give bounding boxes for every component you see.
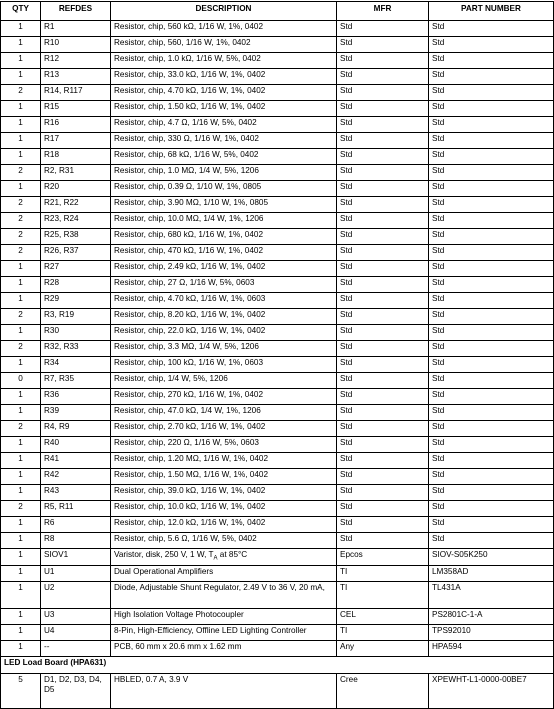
qty-cell: 1: [1, 261, 41, 277]
part-number-cell: Std: [429, 69, 554, 85]
mfr-cell: Std: [337, 389, 429, 405]
part-number-cell: Std: [429, 517, 554, 533]
bom-table-container: [0, 1, 553, 709]
table-row: [1, 453, 554, 469]
qty-cell: 1: [1, 469, 41, 485]
mfr-cell: Std: [337, 341, 429, 357]
part-number-cell: Std: [429, 421, 554, 437]
table-row: [1, 277, 554, 293]
qty-cell: 1: [1, 117, 41, 133]
part-number-cell: Std: [429, 197, 554, 213]
refdes-cell: R23, R24: [41, 213, 111, 229]
refdes-cell: R28: [41, 277, 111, 293]
mfr-cell: Std: [337, 21, 429, 37]
qty-cell: 5: [1, 673, 41, 708]
refdes-cell: R3, R19: [41, 309, 111, 325]
table-row: [1, 437, 554, 453]
qty-cell: 1: [1, 437, 41, 453]
mfr-cell: Std: [337, 85, 429, 101]
header-refdes: REFDES: [41, 2, 111, 21]
description-cell: Diode, Adjustable Shunt Regulator, 2.49 V to 36 V, 20 mA,: [111, 581, 337, 608]
table-row: [1, 37, 554, 53]
mfr-cell: Std: [337, 421, 429, 437]
refdes-cell: R25, R38: [41, 229, 111, 245]
part-number-cell: LM358AD: [429, 565, 554, 581]
description-cell: Resistor, chip, 0.39 Ω, 1/10 W, 1%, 0805: [111, 181, 337, 197]
table-row: [1, 517, 554, 533]
mfr-cell: Std: [337, 261, 429, 277]
qty-cell: 2: [1, 85, 41, 101]
qty-cell: 1: [1, 624, 41, 640]
part-number-cell: Std: [429, 437, 554, 453]
mfr-cell: Std: [337, 277, 429, 293]
description-cell: Resistor, chip, 2.49 kΩ, 1/16 W, 1%, 0402: [111, 261, 337, 277]
part-number-cell: TPS92010: [429, 624, 554, 640]
bom-table: [0, 1, 554, 709]
refdes-cell: U2: [41, 581, 111, 608]
qty-cell: 2: [1, 213, 41, 229]
mfr-cell: Std: [337, 533, 429, 549]
description-cell: Resistor, chip, 560, 1/16 W, 1%, 0402: [111, 37, 337, 53]
table-row: [1, 325, 554, 341]
refdes-cell: R15: [41, 101, 111, 117]
qty-cell: 1: [1, 581, 41, 608]
part-number-cell: Std: [429, 357, 554, 373]
mfr-cell: Any: [337, 640, 429, 656]
table-row: [1, 640, 554, 656]
table-row: [1, 501, 554, 517]
qty-cell: 2: [1, 421, 41, 437]
refdes-cell: R41: [41, 453, 111, 469]
description-cell: Resistor, chip, 3.90 MΩ, 1/10 W, 1%, 0805: [111, 197, 337, 213]
qty-cell: 1: [1, 533, 41, 549]
part-number-cell: Std: [429, 149, 554, 165]
table-row: [1, 624, 554, 640]
part-number-cell: Std: [429, 133, 554, 149]
description-cell: Resistor, chip, 100 kΩ, 1/16 W, 1%, 0603: [111, 357, 337, 373]
refdes-cell: R1: [41, 21, 111, 37]
description-cell: Resistor, chip, 1.50 kΩ, 1/16 W, 1%, 0402: [111, 101, 337, 117]
description-cell: [111, 549, 337, 566]
header-description: DESCRIPTION: [111, 2, 337, 21]
part-number-cell: Std: [429, 341, 554, 357]
qty-cell: 2: [1, 165, 41, 181]
description-cell: Resistor, chip, 33.0 kΩ, 1/16 W, 1%, 0402: [111, 69, 337, 85]
part-number-cell: Std: [429, 501, 554, 517]
refdes-cell: R39: [41, 405, 111, 421]
refdes-cell: R2, R31: [41, 165, 111, 181]
part-number-cell: Std: [429, 533, 554, 549]
description-cell: Resistor, chip, 68 kΩ, 1/16 W, 5%, 0402: [111, 149, 337, 165]
refdes-cell: R14, R117: [41, 85, 111, 101]
mfr-cell: TI: [337, 565, 429, 581]
description-cell: Resistor, chip, 1.20 MΩ, 1/16 W, 1%, 0402: [111, 453, 337, 469]
description-cell: Resistor, chip, 2.70 kΩ, 1/16 W, 1%, 0402: [111, 421, 337, 437]
mfr-cell: Std: [337, 405, 429, 421]
mfr-cell: Std: [337, 149, 429, 165]
mfr-cell: TI: [337, 581, 429, 608]
part-number-cell: Std: [429, 117, 554, 133]
description-cell: Resistor, chip, 4.70 kΩ, 1/16 W, 1%, 0402: [111, 85, 337, 101]
refdes-cell: R42: [41, 469, 111, 485]
part-number-cell: Std: [429, 165, 554, 181]
table-row: [1, 581, 554, 608]
description-cell: 8-Pin, High-Efficiency, Offline LED Lighting Controller: [111, 624, 337, 640]
table-row: [1, 469, 554, 485]
table-row: [1, 53, 554, 69]
refdes-cell: R40: [41, 437, 111, 453]
refdes-cell: R29: [41, 293, 111, 309]
refdes-cell: R34: [41, 357, 111, 373]
qty-cell: 1: [1, 565, 41, 581]
mfr-cell: TI: [337, 624, 429, 640]
refdes-cell: R5, R11: [41, 501, 111, 517]
part-number-cell: HPA594: [429, 640, 554, 656]
description-cell: PCB, 60 mm x 20.6 mm x 1.62 mm: [111, 640, 337, 656]
refdes-cell: SIOV1: [41, 549, 111, 566]
description-cell: Dual Operational Amplifiers: [111, 565, 337, 581]
description-cell: Resistor, chip, 10.0 kΩ, 1/16 W, 1%, 0402: [111, 501, 337, 517]
description-cell: Resistor, chip, 680 kΩ, 1/16 W, 1%, 0402: [111, 229, 337, 245]
section-row: [1, 656, 554, 673]
refdes-cell: R30: [41, 325, 111, 341]
refdes-cell: R6: [41, 517, 111, 533]
refdes-cell: R10: [41, 37, 111, 53]
qty-cell: 2: [1, 245, 41, 261]
qty-cell: 2: [1, 309, 41, 325]
table-row: [1, 85, 554, 101]
refdes-cell: R17: [41, 133, 111, 149]
qty-cell: 0: [1, 373, 41, 389]
table-row: [1, 293, 554, 309]
qty-cell: 2: [1, 197, 41, 213]
table-row: [1, 165, 554, 181]
qty-cell: 1: [1, 608, 41, 624]
mfr-cell: Std: [337, 469, 429, 485]
table-row: [1, 69, 554, 85]
part-number-cell: Std: [429, 37, 554, 53]
description-cell: Resistor, chip, 470 kΩ, 1/16 W, 1%, 0402: [111, 245, 337, 261]
section-title: LED Load Board (HPA631): [1, 656, 554, 673]
table-row: [1, 389, 554, 405]
qty-cell: 1: [1, 101, 41, 117]
refdes-cell: --: [41, 640, 111, 656]
table-row: [1, 533, 554, 549]
part-number-cell: Std: [429, 245, 554, 261]
table-row: [1, 181, 554, 197]
mfr-cell: Std: [337, 69, 429, 85]
mfr-cell: Std: [337, 357, 429, 373]
description-cell: Resistor, chip, 12.0 kΩ, 1/16 W, 1%, 0402: [111, 517, 337, 533]
qty-cell: 1: [1, 549, 41, 566]
table-row: [1, 565, 554, 581]
qty-cell: 1: [1, 21, 41, 37]
qty-cell: 1: [1, 640, 41, 656]
part-number-cell: Std: [429, 85, 554, 101]
part-number-cell: Std: [429, 101, 554, 117]
refdes-cell: D1, D2, D3, D4, D5: [41, 673, 111, 708]
description-cell: Resistor, chip, 39.0 kΩ, 1/16 W, 1%, 0402: [111, 485, 337, 501]
qty-cell: 1: [1, 453, 41, 469]
mfr-cell: Std: [337, 53, 429, 69]
description-cell: Resistor, chip, 270 kΩ, 1/16 W, 1%, 0402: [111, 389, 337, 405]
mfr-cell: Std: [337, 101, 429, 117]
table-row: [1, 309, 554, 325]
qty-cell: 1: [1, 181, 41, 197]
table-row: [1, 133, 554, 149]
mfr-cell: Std: [337, 213, 429, 229]
mfr-cell: Std: [337, 181, 429, 197]
description-cell: Resistor, chip, 10.0 MΩ, 1/4 W, 1%, 1206: [111, 213, 337, 229]
refdes-cell: U3: [41, 608, 111, 624]
description-subscript: A: [213, 555, 218, 562]
mfr-cell: Std: [337, 453, 429, 469]
mfr-cell: Std: [337, 501, 429, 517]
refdes-cell: R36: [41, 389, 111, 405]
table-row: [1, 245, 554, 261]
description-cell: Resistor, chip, 47.0 kΩ, 1/4 W, 1%, 1206: [111, 405, 337, 421]
qty-cell: 1: [1, 277, 41, 293]
table-row: [1, 549, 554, 566]
part-number-cell: Std: [429, 389, 554, 405]
refdes-cell: R26, R37: [41, 245, 111, 261]
bom-body: [1, 21, 554, 709]
description-cell: Resistor, chip, 4.70 kΩ, 1/16 W, 1%, 0603: [111, 293, 337, 309]
qty-cell: 1: [1, 357, 41, 373]
part-number-cell: PS2801C-1-A: [429, 608, 554, 624]
refdes-cell: R27: [41, 261, 111, 277]
description-cell: Resistor, chip, 22.0 kΩ, 1/16 W, 1%, 0402: [111, 325, 337, 341]
table-row: [1, 405, 554, 421]
table-row: [1, 608, 554, 624]
qty-cell: 1: [1, 517, 41, 533]
refdes-cell: R4, R9: [41, 421, 111, 437]
table-row: [1, 421, 554, 437]
table-row: [1, 485, 554, 501]
mfr-cell: Std: [337, 37, 429, 53]
refdes-cell: R32, R33: [41, 341, 111, 357]
description-tail: at 85°C: [217, 550, 248, 559]
part-number-cell: Std: [429, 453, 554, 469]
part-number-cell: Std: [429, 325, 554, 341]
mfr-cell: Cree: [337, 673, 429, 708]
header-qty: QTY: [1, 2, 41, 21]
part-number-cell: Std: [429, 181, 554, 197]
mfr-cell: Std: [337, 309, 429, 325]
qty-cell: 1: [1, 325, 41, 341]
description-cell: Resistor, chip, 3.3 MΩ, 1/4 W, 5%, 1206: [111, 341, 337, 357]
mfr-cell: Epcos: [337, 549, 429, 566]
qty-cell: 1: [1, 133, 41, 149]
mfr-cell: Std: [337, 517, 429, 533]
mfr-cell: Std: [337, 245, 429, 261]
refdes-cell: R21, R22: [41, 197, 111, 213]
mfr-cell: Std: [337, 373, 429, 389]
refdes-cell: R13: [41, 69, 111, 85]
qty-cell: 2: [1, 501, 41, 517]
table-row: [1, 373, 554, 389]
mfr-cell: Std: [337, 437, 429, 453]
description-cell: Resistor, chip, 1/4 W, 5%, 1206: [111, 373, 337, 389]
table-row: [1, 229, 554, 245]
description-cell: Resistor, chip, 5.6 Ω, 1/16 W, 5%, 0402: [111, 533, 337, 549]
part-number-cell: Std: [429, 373, 554, 389]
refdes-cell: R18: [41, 149, 111, 165]
description-cell: Resistor, chip, 330 Ω, 1/16 W, 1%, 0402: [111, 133, 337, 149]
part-number-cell: SIOV-S05K250: [429, 549, 554, 566]
description-cell: Resistor, chip, 220 Ω, 1/16 W, 5%, 0603: [111, 437, 337, 453]
description-cell: Resistor, chip, 1.50 MΩ, 1/16 W, 1%, 0402: [111, 469, 337, 485]
description-cell: High Isolation Voltage Photocoupler: [111, 608, 337, 624]
mfr-cell: Std: [337, 197, 429, 213]
qty-cell: 1: [1, 405, 41, 421]
refdes-cell: U1: [41, 565, 111, 581]
part-number-cell: Std: [429, 53, 554, 69]
qty-cell: 1: [1, 149, 41, 165]
table-row: [1, 261, 554, 277]
qty-cell: 1: [1, 485, 41, 501]
mfr-cell: CEL: [337, 608, 429, 624]
description-cell: Resistor, chip, 4.7 Ω, 1/16 W, 5%, 0402: [111, 117, 337, 133]
qty-cell: 1: [1, 37, 41, 53]
refdes-cell: R12: [41, 53, 111, 69]
header-row: [1, 2, 554, 21]
table-row: [1, 673, 554, 708]
part-number-cell: Std: [429, 277, 554, 293]
table-row: [1, 149, 554, 165]
header-mfr: MFR: [337, 2, 429, 21]
qty-cell: 1: [1, 69, 41, 85]
mfr-cell: Std: [337, 485, 429, 501]
qty-cell: 1: [1, 389, 41, 405]
description-cell: Resistor, chip, 27 Ω, 1/16 W, 5%, 0603: [111, 277, 337, 293]
part-number-cell: Std: [429, 485, 554, 501]
qty-cell: 2: [1, 229, 41, 245]
description-cell: Resistor, chip, 560 kΩ, 1/16 W, 1%, 0402: [111, 21, 337, 37]
part-number-cell: Std: [429, 293, 554, 309]
refdes-cell: R7, R35: [41, 373, 111, 389]
table-row: [1, 117, 554, 133]
refdes-cell: R16: [41, 117, 111, 133]
part-number-cell: Std: [429, 213, 554, 229]
qty-cell: 1: [1, 53, 41, 69]
mfr-cell: Std: [337, 117, 429, 133]
part-number-cell: Std: [429, 309, 554, 325]
mfr-cell: Std: [337, 293, 429, 309]
table-row: [1, 101, 554, 117]
header-part-number: PART NUMBER: [429, 2, 554, 21]
description-text: Varistor, disk, 250 V, 1 W, T: [114, 550, 214, 559]
refdes-cell: U4: [41, 624, 111, 640]
refdes-cell: R43: [41, 485, 111, 501]
part-number-cell: Std: [429, 469, 554, 485]
mfr-cell: Std: [337, 229, 429, 245]
table-row: [1, 197, 554, 213]
qty-cell: 1: [1, 293, 41, 309]
description-cell: Resistor, chip, 1.0 kΩ, 1/16 W, 5%, 0402: [111, 53, 337, 69]
description-cell: Resistor, chip, 1.0 MΩ, 1/4 W, 5%, 1206: [111, 165, 337, 181]
qty-cell: 2: [1, 341, 41, 357]
mfr-cell: Std: [337, 133, 429, 149]
description-cell: HBLED, 0.7 A, 3.9 V: [111, 673, 337, 708]
table-row: [1, 357, 554, 373]
refdes-cell: R8: [41, 533, 111, 549]
mfr-cell: Std: [337, 165, 429, 181]
table-row: [1, 341, 554, 357]
part-number-cell: TL431A: [429, 581, 554, 608]
part-number-cell: XPEWHT-L1-0000-00BE7: [429, 673, 554, 708]
description-cell: Resistor, chip, 8.20 kΩ, 1/16 W, 1%, 0402: [111, 309, 337, 325]
part-number-cell: Std: [429, 405, 554, 421]
table-row: [1, 213, 554, 229]
part-number-cell: Std: [429, 261, 554, 277]
refdes-cell: R20: [41, 181, 111, 197]
part-number-cell: Std: [429, 229, 554, 245]
part-number-cell: Std: [429, 21, 554, 37]
table-row: [1, 21, 554, 37]
mfr-cell: Std: [337, 325, 429, 341]
